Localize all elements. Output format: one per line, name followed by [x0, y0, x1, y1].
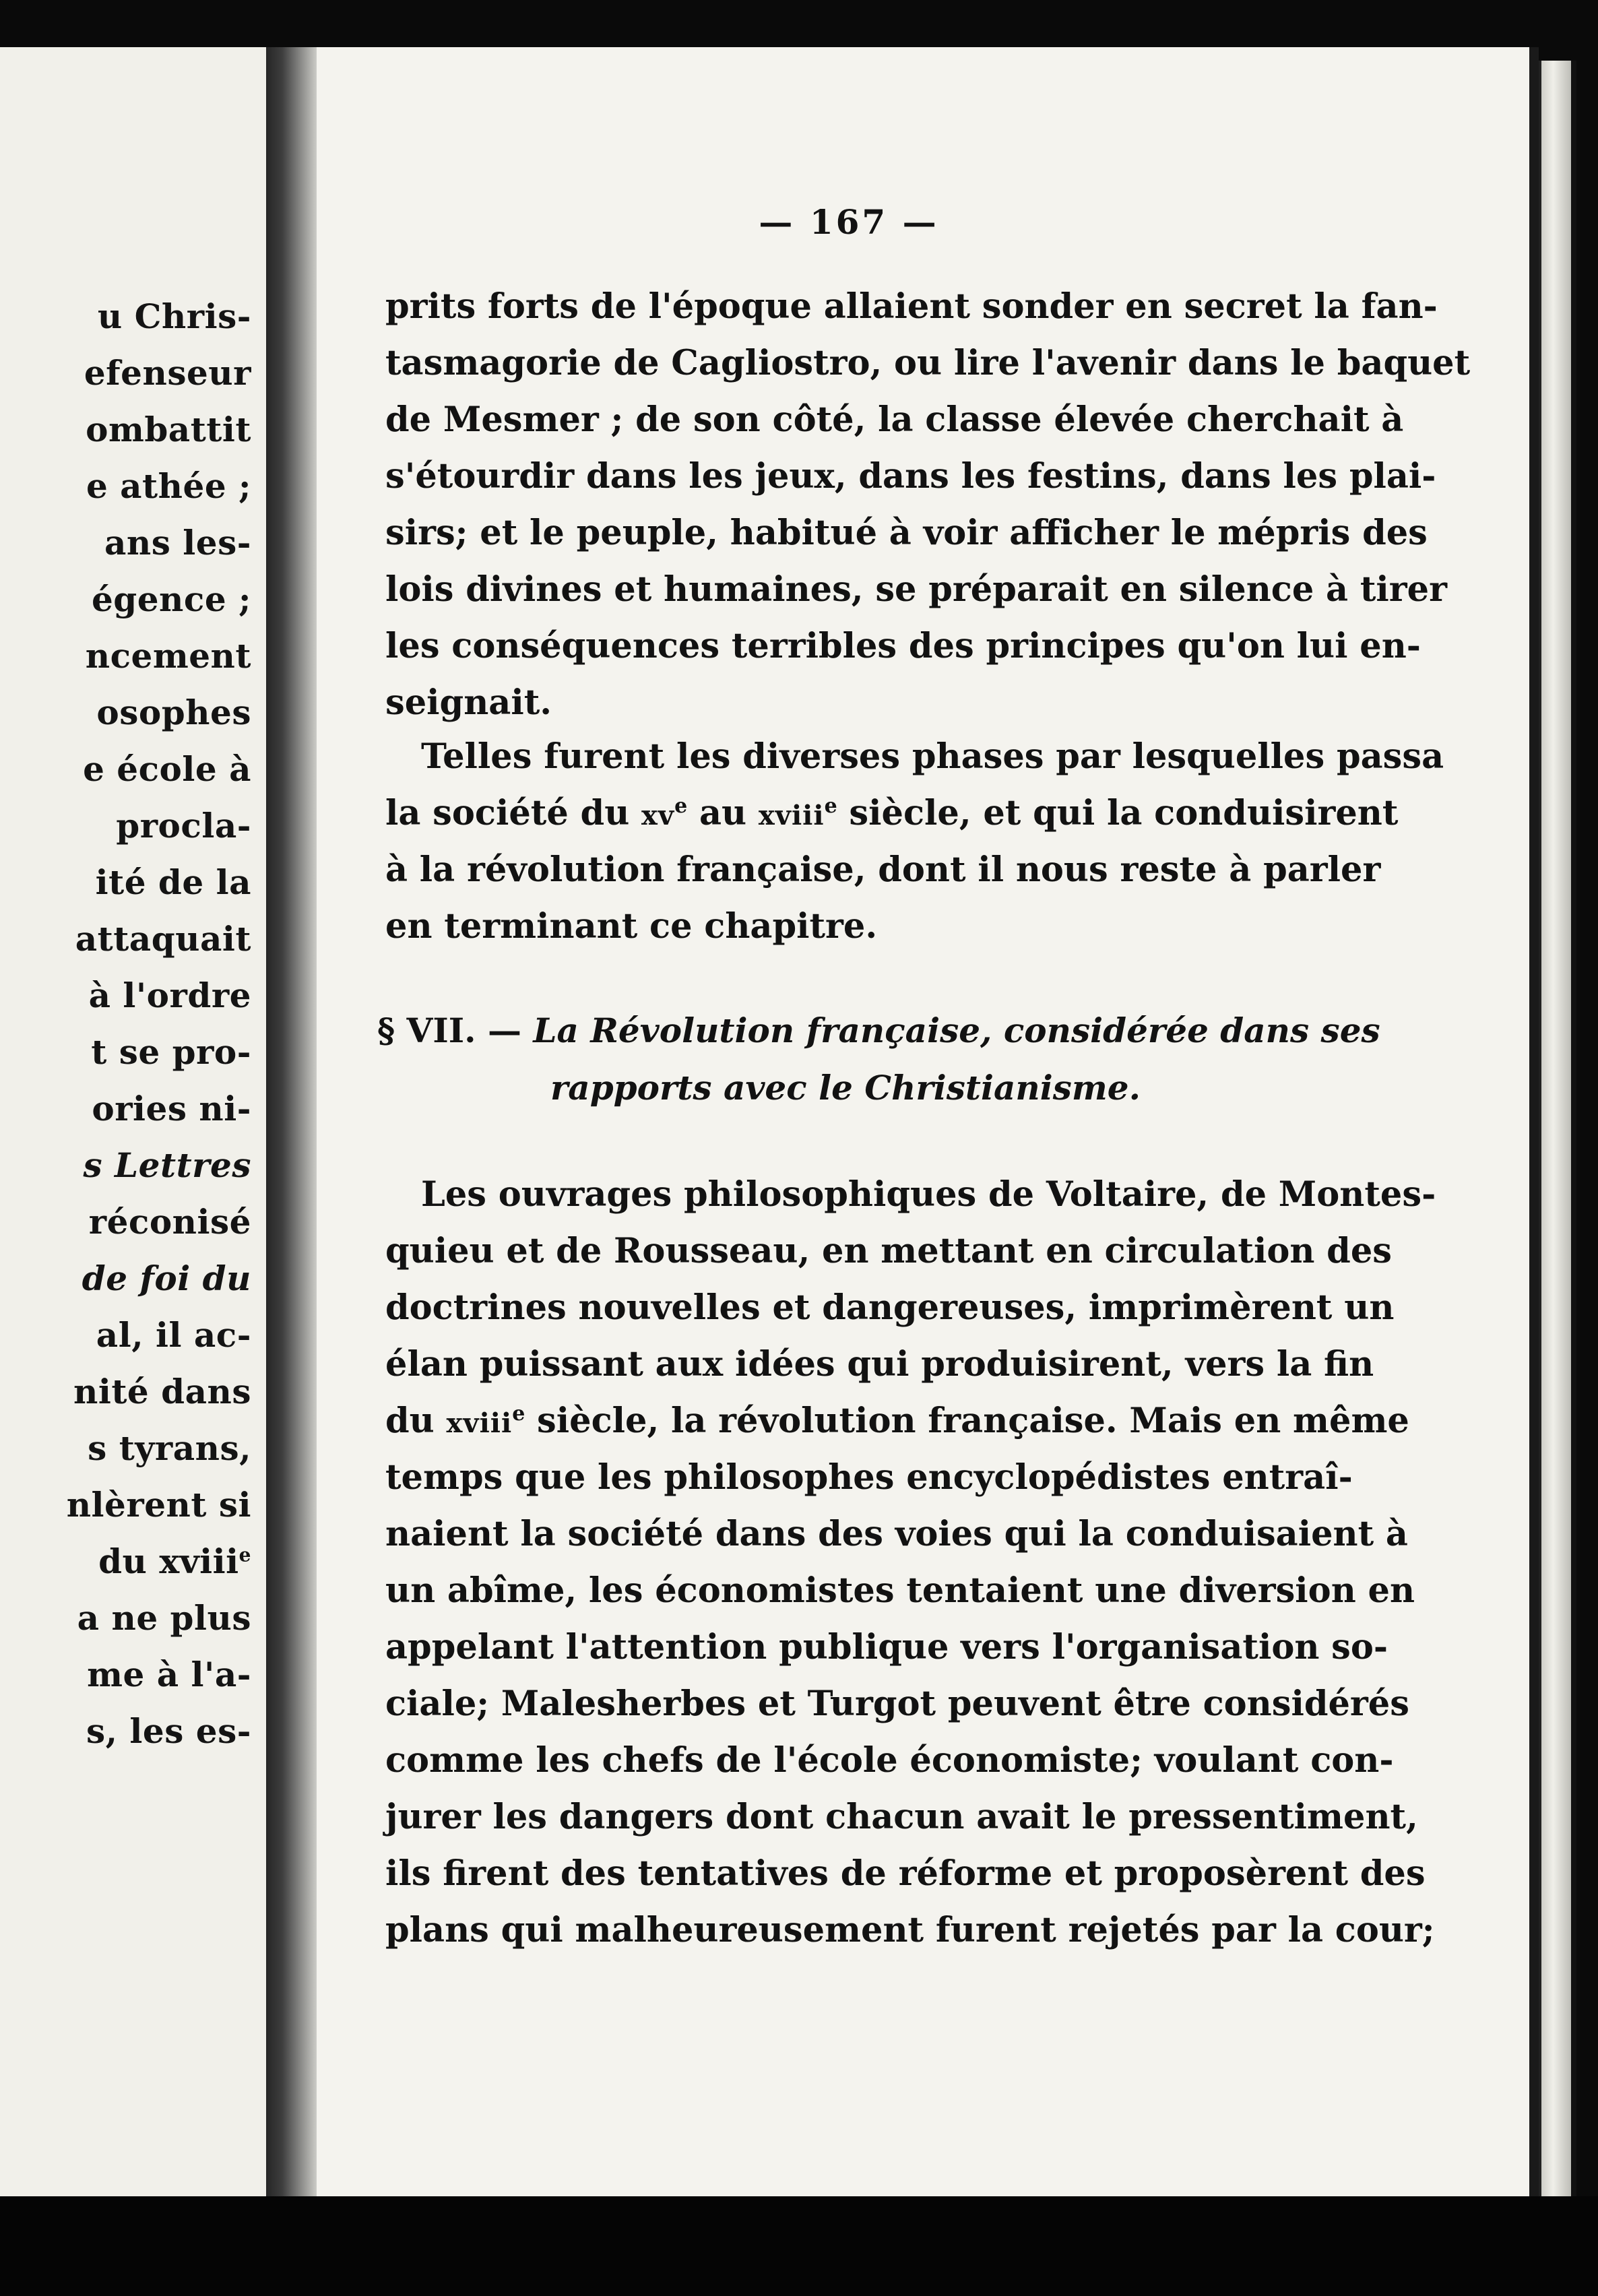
left-page-line: ories ni- — [92, 1089, 251, 1128]
left-page-line: du xviii$^e$ — [98, 1541, 251, 1581]
section-number: § VII. — — [377, 1011, 534, 1050]
left-page-line: égence ; — [91, 579, 251, 619]
left-page-line: efenseur — [84, 353, 251, 393]
left-page-line: e athée ; — [86, 466, 251, 506]
text-line: sirs; et le peuple, habitué à voir afficher le mépris des — [385, 513, 1428, 553]
left-page-line: s tyrans, — [88, 1428, 251, 1468]
text-line: naient la société dans des voies qui la conduisaient à — [385, 1514, 1408, 1554]
left-page-line: à l'ordre — [88, 976, 251, 1015]
text-line: seignait. — [385, 682, 552, 723]
text-line: lois divines et humaines, se préparait en silence à tirer — [385, 569, 1447, 610]
text-line: du xviii$^e$ siècle, la révolution française. Mais en même — [385, 1401, 1409, 1441]
text-line: plans qui malheureusement furent rejetés par la cour; — [385, 1910, 1435, 1950]
text-line: comme les chefs de l'école économiste; voulant con- — [385, 1740, 1394, 1781]
left-page-line: ncement — [85, 636, 251, 676]
page-edge — [1539, 61, 1576, 2203]
text-line: Telles furent les diverses phases par lesquelles passa — [421, 736, 1444, 777]
text-line: la société du $xv^e$ au xviii$^e$ siècle, et qui la conduisirent — [385, 793, 1399, 833]
text-line: élan puissant aux idées qui produisirent, vers la fin — [385, 1344, 1374, 1384]
text-line: prits forts de l'époque allaient sonder en secret la fan- — [385, 286, 1438, 327]
section-title-line2: rapports avec le Christianisme. — [550, 1068, 1141, 1108]
text-line: en terminant ce chapitre. — [385, 906, 878, 947]
left-facing-page — [0, 47, 270, 2196]
text-line: un abîme, les économistes tentaient une diversion en — [385, 1570, 1415, 1611]
text-line: de Mesmer ; de son côté, la classe élevée cherchait à — [385, 400, 1404, 440]
left-page-line: de foi du — [82, 1258, 251, 1298]
page-number: — 167 — — [759, 202, 939, 242]
left-page-line: osophes — [96, 693, 251, 732]
text-line: s'étourdir dans les jeux, dans les festins, dans les plai- — [385, 456, 1436, 497]
text-line: appelant l'attention publique vers l'organisation so- — [385, 1627, 1388, 1667]
text-line: Les ouvrages philosophiques de Voltaire, de Montes- — [421, 1174, 1436, 1215]
left-page-line: e école à — [83, 749, 251, 789]
book-gutter — [266, 47, 320, 2196]
section-heading — [377, 1011, 1380, 1051]
text-line: tasmagorie de Cagliostro, ou lire l'avenir dans le baquet — [385, 343, 1471, 383]
text-line: quieu et de Rousseau, en mettant en circulation des — [385, 1231, 1392, 1271]
left-page-line: nlèrent si — [66, 1485, 251, 1525]
text-line: temps que les philosophes encyclopédistes entraî- — [385, 1457, 1353, 1498]
text-line: ciale; Malesherbes et Turgot peuvent être considérés — [385, 1684, 1409, 1724]
left-page-line: procla- — [116, 806, 251, 846]
left-page-line: ombattit — [86, 410, 251, 449]
text-line: jurer les dangers dont chacun avait le pressentiment, — [385, 1797, 1418, 1837]
left-page-line: al, il ac- — [96, 1315, 251, 1355]
left-page-line: attaquait — [75, 919, 251, 959]
text-line: à la révolution française, dont il nous reste à parler — [385, 850, 1381, 890]
text-line: ils firent des tentatives de réforme et proposèrent des — [385, 1853, 1426, 1894]
section-title-line1: La Révolution française, considérée dans ses — [533, 1011, 1380, 1050]
text-line: les conséquences terribles des principes qu'on lui en- — [385, 626, 1421, 666]
text-line: doctrines nouvelles et dangereuses, imprimèrent un — [385, 1287, 1395, 1328]
left-page-line: a ne plus — [77, 1598, 251, 1638]
left-page-line: nité dans — [73, 1372, 251, 1411]
left-page-line: ité de la — [95, 862, 251, 902]
left-page-line: s, les es- — [86, 1711, 251, 1751]
left-page-line: me à l'a- — [87, 1655, 251, 1694]
scan-border-bottom — [0, 2196, 1598, 2296]
left-page-line: ans les- — [104, 523, 251, 563]
left-page-line: réconisé — [88, 1202, 251, 1242]
left-page-line: s Lettres — [83, 1145, 251, 1185]
left-page-line: u Chris- — [97, 296, 251, 336]
left-page-line: t se pro- — [91, 1032, 251, 1072]
